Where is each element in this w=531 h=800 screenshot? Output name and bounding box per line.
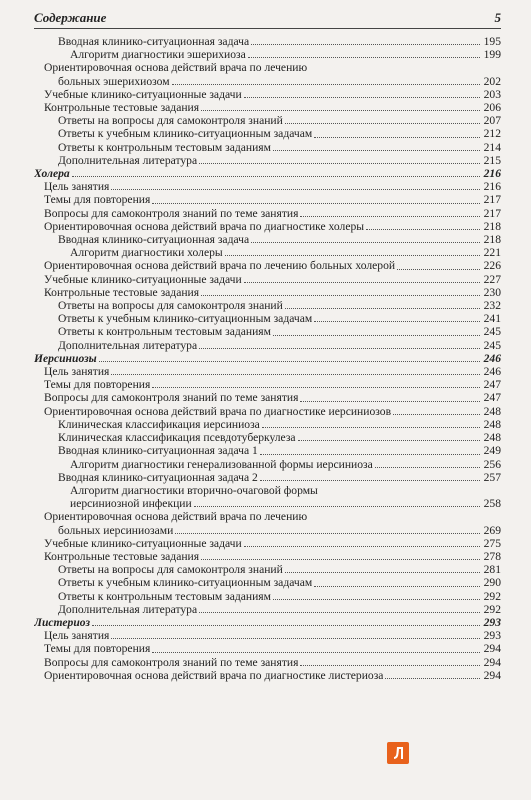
toc-entry-title: Ориентировочная основа действий врача по диагностике холеры — [44, 219, 365, 233]
dot-leader — [152, 652, 479, 653]
dot-leader — [199, 163, 479, 164]
toc-entry — [34, 325, 501, 338]
toc-page-number: 248 — [483, 431, 501, 445]
toc-page-number: 226 — [483, 259, 501, 273]
toc-entry — [34, 563, 501, 576]
toc-entry-title: Цель занятия — [44, 180, 110, 194]
toc-entry-title: Дополнительная литература — [58, 602, 198, 616]
toc-entry — [34, 391, 501, 404]
toc-entry-title: Темы для повторения — [44, 642, 151, 656]
toc-page-number: 214 — [483, 140, 501, 154]
toc-page-number: 245 — [483, 338, 501, 352]
dot-leader — [172, 84, 480, 85]
toc-entry — [34, 378, 501, 391]
toc-page-number: 294 — [483, 642, 501, 656]
toc-entry-title: Темы для повторения — [44, 378, 151, 392]
toc-page-number: 241 — [483, 312, 501, 326]
toc-entry-title: Вопросы для самоконтроля знаний по теме занятия — [44, 655, 299, 669]
toc-page-number: 212 — [483, 127, 501, 141]
toc-page-number: 246 — [483, 351, 501, 365]
toc-entry — [34, 510, 501, 523]
toc-entry — [34, 431, 501, 444]
toc-entry — [34, 339, 501, 352]
toc-page-number: 203 — [483, 87, 501, 101]
table-of-contents — [34, 35, 501, 682]
toc-entry — [34, 669, 501, 682]
dot-leader — [285, 308, 480, 309]
toc-entry — [34, 590, 501, 603]
dot-leader — [251, 242, 479, 243]
toc-page-number: 294 — [483, 655, 501, 669]
toc-entry-title: Ответы к учебным клинико-ситуационным задачам — [58, 127, 313, 141]
dot-leader — [273, 599, 480, 600]
dot-leader — [300, 216, 479, 217]
dot-leader — [99, 361, 480, 362]
dot-leader — [92, 625, 480, 626]
toc-page-number: 206 — [483, 101, 501, 115]
dot-leader — [111, 189, 479, 190]
toc-entry — [34, 497, 501, 510]
toc-entry-title: Темы для повторения — [44, 193, 151, 207]
toc-page-number: 230 — [483, 285, 501, 299]
dot-leader — [199, 612, 479, 613]
toc-entry-title: Клиническая классификация иерсиниоза — [58, 417, 260, 431]
header-title: Содержание — [34, 10, 107, 25]
dot-leader — [300, 665, 479, 666]
toc-entry-title: Алгоритм диагностики генерализованной формы иерсиниоза — [70, 457, 373, 471]
toc-entry-title: больных иерсиниозами — [58, 523, 174, 537]
toc-page-number: 292 — [483, 589, 501, 603]
toc-page-number: 232 — [483, 299, 501, 313]
toc-entry-title: Холера — [34, 167, 70, 181]
toc-entry — [34, 471, 501, 484]
toc-page-number: 221 — [483, 246, 501, 260]
toc-entry-title: Контрольные тестовые задания — [44, 101, 200, 115]
toc-entry-title: Вопросы для самоконтроля знаний по теме занятия — [44, 391, 299, 405]
toc-entry — [34, 141, 501, 154]
dot-leader — [314, 137, 479, 138]
toc-entry-title: Учебные клинико-ситуационные задачи — [44, 87, 242, 101]
toc-page-number: 294 — [483, 668, 501, 682]
page-header — [34, 8, 501, 29]
dot-leader — [260, 454, 480, 455]
dot-leader — [152, 203, 479, 204]
toc-entry — [34, 484, 501, 497]
dot-leader — [285, 572, 480, 573]
toc-entry — [34, 75, 501, 88]
toc-entry-title: Вопросы для самоконтроля знаний по теме занятия — [44, 206, 299, 220]
dot-leader — [285, 123, 480, 124]
dot-leader — [199, 348, 479, 349]
toc-entry-title: Учебные клинико-ситуационные задачи — [44, 272, 242, 286]
toc-page-number: 218 — [483, 219, 501, 233]
toc-page-number: 217 — [483, 206, 501, 220]
dot-leader — [244, 282, 480, 283]
toc-entry — [34, 273, 501, 286]
toc-entry — [34, 405, 501, 418]
toc-section-heading — [34, 616, 501, 629]
toc-page-number: 293 — [483, 629, 501, 643]
toc-entry-title: иерсиниозной инфекции — [70, 497, 192, 511]
toc-entry — [34, 550, 501, 563]
toc-entry-title: Вводная клинико-ситуационная задача — [58, 233, 250, 247]
toc-entry — [34, 114, 501, 127]
toc-page-number: 269 — [483, 523, 501, 537]
toc-entry-title: Алгоритм диагностики вторично-очаговой формы — [70, 483, 318, 497]
toc-entry — [34, 418, 501, 431]
toc-entry — [34, 180, 501, 193]
dot-leader — [201, 559, 480, 560]
dot-leader — [314, 586, 479, 587]
toc-entry-title: Учебные клинико-ситуационные задачи — [44, 536, 242, 550]
toc-entry — [34, 246, 501, 259]
toc-entry — [34, 127, 501, 140]
dot-leader — [194, 506, 480, 507]
dot-leader — [366, 229, 480, 230]
toc-entry-title: Ответы на вопросы для самоконтроля знаний — [58, 299, 283, 313]
dot-leader — [251, 44, 479, 45]
dot-leader — [262, 427, 480, 428]
dot-leader — [393, 414, 480, 415]
toc-entry — [34, 642, 501, 655]
toc-entry — [34, 656, 501, 669]
toc-entry — [34, 220, 501, 233]
toc-entry-title: Цель занятия — [44, 365, 110, 379]
toc-entry-title: больных эшерихиозом — [58, 74, 170, 88]
dot-leader — [201, 110, 480, 111]
toc-page-number: 281 — [483, 563, 501, 577]
dot-leader — [152, 387, 479, 388]
toc-page-number: 195 — [483, 35, 501, 48]
toc-entry-title: Вводная клинико-ситуационная задача 1 — [58, 444, 258, 458]
dot-leader — [111, 638, 479, 639]
toc-page-number: 248 — [483, 417, 501, 431]
toc-entry — [34, 537, 501, 550]
toc-entry-title: Дополнительная литература — [58, 153, 198, 167]
toc-page-number: 207 — [483, 114, 501, 128]
toc-entry-title: Алгоритм диагностики холеры — [70, 246, 223, 260]
toc-page-number: 218 — [483, 233, 501, 247]
toc-entry — [34, 312, 501, 325]
toc-entry — [34, 207, 501, 220]
dot-leader — [72, 176, 480, 177]
dot-leader — [397, 269, 480, 270]
toc-page-number: 278 — [483, 549, 501, 563]
toc-page-number: 216 — [483, 167, 501, 181]
toc-entry — [34, 299, 501, 312]
toc-entry-title: Вводная клинико-ситуационная задача 2 — [58, 470, 258, 484]
dot-leader — [273, 150, 480, 151]
dot-leader — [260, 480, 480, 481]
toc-entry-title: Контрольные тестовые задания — [44, 549, 200, 563]
toc-page-number: 216 — [483, 180, 501, 194]
toc-page-number: 199 — [483, 48, 501, 62]
toc-entry-title: Ответы к контрольным тестовым заданиям — [58, 140, 271, 154]
dot-leader — [175, 533, 479, 534]
toc-entry-title: Ориентировочная основа действий врача по лечению — [44, 61, 308, 75]
toc-entry-title: Листериоз — [34, 615, 90, 629]
toc-entry — [34, 233, 501, 246]
dot-leader — [385, 678, 479, 679]
toc-entry — [34, 88, 501, 101]
toc-page-number: 217 — [483, 193, 501, 207]
toc-entry-title: Ответы на вопросы для самоконтроля знаний — [58, 114, 283, 128]
toc-entry-title: Дополнительная литература — [58, 338, 198, 352]
toc-page-number: 256 — [483, 457, 501, 471]
toc-page-number: 292 — [483, 602, 501, 616]
toc-entry — [34, 365, 501, 378]
toc-entry-title: Клиническая классификация псевдотуберкулеза — [58, 431, 296, 445]
toc-entry — [34, 48, 501, 61]
toc-entry-title: Вводная клинико-ситуационная задача — [58, 35, 250, 48]
toc-entry-title: Ответы к учебным клинико-ситуационным задачам — [58, 576, 313, 590]
dot-leader — [300, 401, 479, 402]
toc-entry — [34, 444, 501, 457]
toc-entry-title: Иерсиниозы — [34, 351, 97, 365]
toc-entry — [34, 524, 501, 537]
toc-page-number: 227 — [483, 272, 501, 286]
dot-leader — [375, 467, 480, 468]
dot-leader — [298, 440, 480, 441]
toc-entry-title: Ориентировочная основа действий врача по лечению — [44, 510, 308, 524]
toc-page-number: 215 — [483, 153, 501, 167]
toc-entry — [34, 458, 501, 471]
toc-entry — [34, 603, 501, 616]
toc-entry — [34, 576, 501, 589]
toc-page-number: 258 — [483, 497, 501, 511]
toc-entry-title: Алгоритм диагностики эшерихиоза — [70, 48, 246, 62]
toc-page-number: 247 — [483, 391, 501, 405]
toc-entry — [34, 629, 501, 642]
logo-letter-icon — [390, 745, 406, 761]
dot-leader — [225, 255, 480, 256]
toc-page-number: 290 — [483, 576, 501, 590]
toc-entry-title: Ответы к контрольным тестовым заданиям — [58, 325, 271, 339]
toc-entry-title: Цель занятия — [44, 629, 110, 643]
header-page-number: 5 — [494, 10, 501, 25]
toc-page-number: 257 — [483, 470, 501, 484]
dot-leader — [244, 546, 480, 547]
toc-entry-title: Ориентировочная основа действий врача по диагностике листериоза — [44, 668, 384, 682]
toc-section-heading — [34, 167, 501, 180]
toc-page-number: 246 — [483, 365, 501, 379]
toc-page-number: 275 — [483, 536, 501, 550]
toc-entry-title: Ответы к учебным клинико-ситуационным задачам — [58, 312, 313, 326]
toc-entry — [34, 101, 501, 114]
toc-entry — [34, 193, 501, 206]
toc-page-number: 247 — [483, 378, 501, 392]
toc-entry — [34, 286, 501, 299]
toc-entry-title: Ответы на вопросы для самоконтроля знаний — [58, 563, 283, 577]
dot-leader — [244, 97, 480, 98]
toc-entry — [34, 154, 501, 167]
toc-entry-title: Ориентировочная основа действий врача по лечению больных холерой — [44, 259, 396, 273]
toc-page-number: 202 — [483, 74, 501, 88]
dot-leader — [248, 57, 480, 58]
toc-entry-title: Контрольные тестовые задания — [44, 285, 200, 299]
dot-leader — [314, 321, 479, 322]
toc-entry-title: Ответы к контрольным тестовым заданиям — [58, 589, 271, 603]
toc-entry — [34, 61, 501, 74]
toc-entry — [34, 259, 501, 272]
toc-page-number: 249 — [483, 444, 501, 458]
toc-page-number: 245 — [483, 325, 501, 339]
toc-section-heading — [34, 352, 501, 365]
dot-leader — [273, 335, 480, 336]
toc-entry — [34, 35, 501, 48]
toc-entry-title: Ориентировочная основа действий врача по диагностике иерсиниозов — [44, 404, 392, 418]
dot-leader — [111, 374, 479, 375]
toc-page-number: 248 — [483, 404, 501, 418]
toc-page-number: 293 — [483, 615, 501, 629]
dot-leader — [201, 295, 480, 296]
publisher-logo-icon — [387, 742, 409, 764]
